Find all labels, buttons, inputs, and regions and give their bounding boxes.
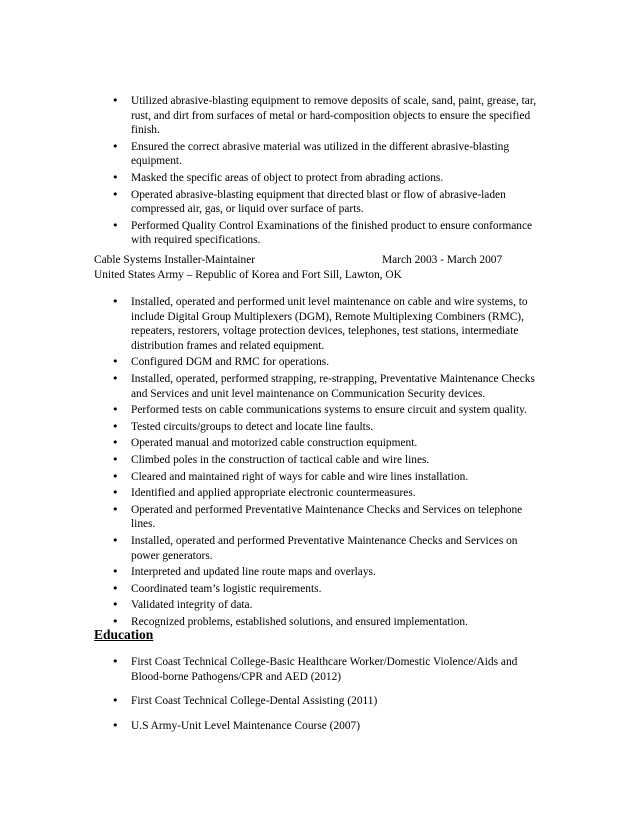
bullet-icon: • — [112, 94, 119, 107]
duty-item-text: Recognized problems, established solutions, and ensured implementation. — [131, 615, 468, 628]
education-item — [112, 719, 544, 734]
bullet-icon: • — [112, 452, 119, 466]
duty-item — [112, 140, 544, 169]
duty-item-text: Tested circuits/groups to detect and locate line faults. — [131, 420, 374, 433]
duty-item — [112, 534, 544, 563]
bullet-icon: • — [112, 694, 119, 708]
duty-item — [112, 295, 544, 353]
bullet-icon: • — [112, 718, 119, 732]
bullet-icon: • — [112, 371, 119, 385]
duty-item — [112, 188, 544, 217]
bullet-icon: • — [112, 533, 119, 547]
education-heading: Education — [94, 627, 154, 642]
duty-item — [112, 565, 544, 580]
duty-item-text: Cleared and maintained right of ways for cable and wire lines installation. — [131, 470, 469, 483]
duty-item-text: Performed Quality Control Examinations of the finished product to ensure conformance with required specifications. — [131, 219, 533, 247]
duty-item — [112, 582, 544, 597]
bullet-icon: • — [112, 565, 119, 579]
duty-item-text: Interpreted and updated line route maps and overlays. — [131, 566, 376, 579]
duty-item — [112, 470, 544, 485]
duty-item — [112, 503, 544, 532]
job-entry — [94, 253, 554, 283]
bullet-icon: • — [112, 139, 119, 153]
bullet-icon: • — [112, 419, 119, 433]
bullet-icon: • — [112, 502, 119, 516]
bullet-icon: • — [112, 403, 119, 417]
job-employer: United States Army – Republic of Korea and Fort Sill, Lawton, OK — [94, 269, 402, 281]
duty-item-text: Performed tests on cable communications systems to ensure circuit and system quality. — [131, 404, 527, 417]
duty-item-text: Coordinated team’s logistic requirements. — [131, 582, 322, 595]
bullet-icon: • — [112, 581, 119, 595]
bullet-icon: • — [112, 170, 119, 184]
bullet-icon: • — [112, 614, 119, 628]
bullet-icon: • — [112, 187, 119, 201]
bullet-icon: • — [112, 355, 119, 369]
education-item — [112, 694, 544, 709]
blasting-duties-list — [112, 94, 544, 250]
duty-item-text: Configured DGM and RMC for operations. — [131, 356, 330, 369]
bullet-icon: • — [112, 436, 119, 450]
duty-item-text: Validated integrity of data. — [131, 599, 253, 612]
duty-item — [112, 219, 544, 248]
duty-item-text: Ensured the correct abrasive material was utilized in the different abrasive-blasting equipment. — [131, 140, 510, 168]
duty-item-text: Utilized abrasive-blasting equipment to remove deposits of scale, sand, paint, grease, tar, rust, and dirt from surfaces of metal or hard-composition objects to ensure the specified finish. — [131, 95, 537, 137]
duty-item — [112, 171, 544, 186]
duty-item-text: Masked the specific areas of object to protect from abrading actions. — [131, 171, 444, 184]
duty-item — [112, 486, 544, 501]
duty-item — [112, 615, 544, 630]
duty-item — [112, 598, 544, 613]
job-dates: March 2003 - March 2007 — [382, 254, 503, 266]
duty-item — [112, 436, 544, 451]
duty-item-text: Identified and applied appropriate electronic countermeasures. — [131, 487, 416, 500]
bullet-icon: • — [112, 218, 119, 232]
education-item-text: First Coast Technical College-Dental Assisting (2011) — [131, 695, 378, 708]
bullet-icon: • — [112, 598, 119, 612]
job-title: Cable Systems Installer-Maintainer — [94, 254, 256, 266]
duty-item-text: Installed, operated and performed unit level maintenance on cable and wire systems, to include Digital Group Multiplexers (DGM), Remote Multiplexing Combiners (RMC), repeaters, restorers, voltage protection devices, telephones, test stations, intermediate distribution frames and related equipment. — [131, 296, 528, 352]
duty-item — [112, 453, 544, 468]
bullet-icon: • — [112, 655, 119, 668]
education-item-text: First Coast Technical College-Basic Healthcare Worker/Domestic Violence/Aids and Blood-borne Pathogens/CPR and AED (2012) — [131, 656, 518, 683]
cable-duties-list — [112, 295, 544, 631]
duty-item — [112, 355, 544, 370]
job-header-row — [94, 253, 554, 268]
duty-item — [112, 403, 544, 418]
duty-item — [112, 94, 544, 138]
bullet-icon: • — [112, 469, 119, 483]
duty-item-text: Installed, operated, performed strapping, re-strapping, Preventative Maintenance Checks and Services and unit level maintenance on Communication Security devices. — [131, 372, 535, 400]
education-item-text: U.S Army-Unit Level Maintenance Course (2007) — [131, 719, 361, 732]
duty-item — [112, 420, 544, 435]
duty-item — [112, 372, 544, 401]
bullet-icon: • — [112, 295, 119, 308]
bullet-icon: • — [112, 486, 119, 500]
duty-item-text: Installed, operated and performed Preventative Maintenance Checks and Services on power generators. — [131, 534, 518, 562]
education-list — [112, 655, 544, 743]
duty-item-text: Operated abrasive-blasting equipment that directed blast or flow of abrasive-laden compressed air, gas, or liquid over surface of parts. — [131, 188, 506, 216]
education-item — [112, 655, 544, 684]
duty-item-text: Operated manual and motorized cable construction equipment. — [131, 437, 418, 450]
duty-item-text: Operated and performed Preventative Maintenance Checks and Services on telephone lines. — [131, 503, 523, 531]
duty-item-text: Climbed poles in the construction of tactical cable and wire lines. — [131, 453, 430, 466]
